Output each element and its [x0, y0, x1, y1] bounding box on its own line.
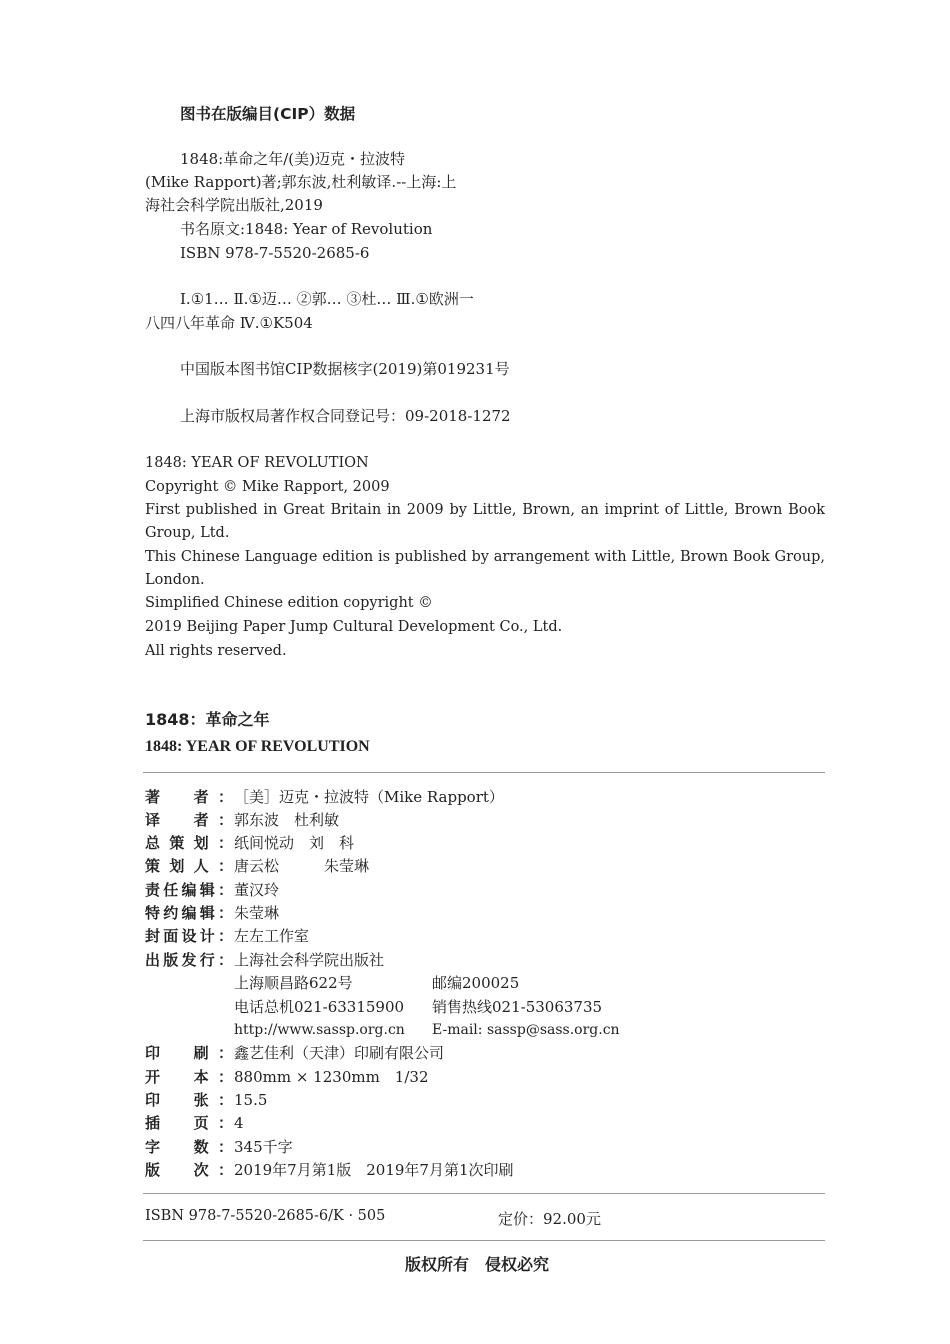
spec-value: 345千字 [234, 1138, 293, 1156]
cip-title: 图书在版编目(CIP）数据 [180, 105, 356, 123]
spec-label: 字 数： [145, 1138, 233, 1156]
simplified-copyright: Simplified Chinese edition copyright © [145, 595, 433, 611]
credit-value: 董汉玲 [234, 881, 280, 899]
book-title-cn: 1848：革命之年 [145, 710, 270, 729]
first-published: First published in Great Britain in 2009 by Little, Brown, an imprint of Little, Brown Book Group, Ltd. [145, 502, 825, 541]
credit-value: 朱莹琳 [234, 904, 280, 922]
credit-value: 上海社会科学院出版社 [234, 951, 385, 969]
price: 定价：92.00元 [498, 1210, 601, 1228]
spec-label: 版 次： [145, 1161, 233, 1179]
arrangement-notice: This Chinese Language edition is published by arrangement with Little, Brown Book Group, London. [145, 549, 825, 588]
credit-value: 纸间悦动 刘 科 [234, 834, 355, 852]
cip-classification: Ⅰ.①1… Ⅱ.①迈… ②郭… ③杜… Ⅲ.①欧洲一 [180, 290, 474, 308]
copyright-holder: 2019 Beijing Paper Jump Cultural Development Co., Ltd. [145, 619, 563, 635]
spec-value: 15.5 [234, 1091, 268, 1109]
publisher-sales-line: 销售热线021-53063735 [432, 998, 603, 1016]
publisher-address: 上海顺昌路622号 [234, 974, 353, 992]
spec-value: 880mm × 1230mm 1/32 [234, 1068, 429, 1086]
english-title: 1848: YEAR OF REVOLUTION [145, 455, 369, 471]
credit-value: 唐云松 朱莹琳 [234, 857, 370, 875]
spec-label: 开 本： [145, 1068, 233, 1086]
divider [143, 1240, 825, 1241]
credit-label: 封面设计： [145, 927, 233, 945]
cip-line: (Mike Rapport)著;郭东波,杜利敏译.--上海:上 [145, 173, 457, 191]
credit-value: 左左工作室 [234, 927, 310, 945]
copyright-registration: 上海市版权局著作权合同登记号：09-2018-1272 [180, 407, 511, 425]
book-title-en: 1848: YEAR OF REVOLUTION [145, 738, 370, 755]
credit-label: 总策划： [145, 834, 233, 852]
publisher-postcode: 邮编200025 [432, 974, 520, 992]
cip-check-number: 中国版本图书馆CIP数据核字(2019)第019231号 [180, 360, 510, 378]
credit-label: 责任编辑： [145, 881, 233, 899]
rights-reserved: All rights reserved. [145, 643, 287, 659]
publisher-email: E-mail: sassp@sass.org.cn [432, 1022, 620, 1038]
cip-line: 海社会科学院出版社,2019 [145, 196, 323, 214]
spec-label: 插 页： [145, 1114, 233, 1132]
credit-label: 译 者： [145, 811, 233, 829]
spec-value: 2019年7月第1版 2019年7月第1次印刷 [234, 1161, 514, 1179]
credit-label: 著 者： [145, 788, 233, 806]
divider [143, 1193, 825, 1194]
cip-isbn: ISBN 978-7-5520-2685-6 [180, 244, 370, 262]
divider [143, 772, 825, 773]
cip-line: 1848:革命之年/(美)迈克・拉波特 [180, 150, 405, 168]
rights-notice: 版权所有 侵权必究 [405, 1255, 550, 1274]
spec-value: 鑫艺佳利（天津）印刷有限公司 [234, 1044, 445, 1062]
spec-label: 印 刷： [145, 1044, 233, 1062]
credit-label: 策划人： [145, 857, 233, 875]
cip-classification: 八四八年革命 Ⅳ.①K504 [145, 314, 313, 332]
cip-original-title: 书名原文:1848: Year of Revolution [180, 220, 433, 238]
credit-label: 出版发行： [145, 951, 233, 969]
credit-label: 特约编辑： [145, 904, 233, 922]
footer-isbn: ISBN 978-7-5520-2685-6/K · 505 [145, 1208, 386, 1224]
publisher-url: http://www.sassp.org.cn [234, 1022, 405, 1038]
publisher-phone: 电话总机021-63315900 [234, 998, 405, 1016]
spec-label: 印 张： [145, 1091, 233, 1109]
credit-value: 郭东波 杜利敏 [234, 811, 340, 829]
spec-value: 4 [234, 1114, 244, 1132]
credit-value: ［美］迈克・拉波特（Mike Rapport） [234, 788, 504, 806]
copyright-line: Copyright © Mike Rapport, 2009 [145, 479, 390, 495]
